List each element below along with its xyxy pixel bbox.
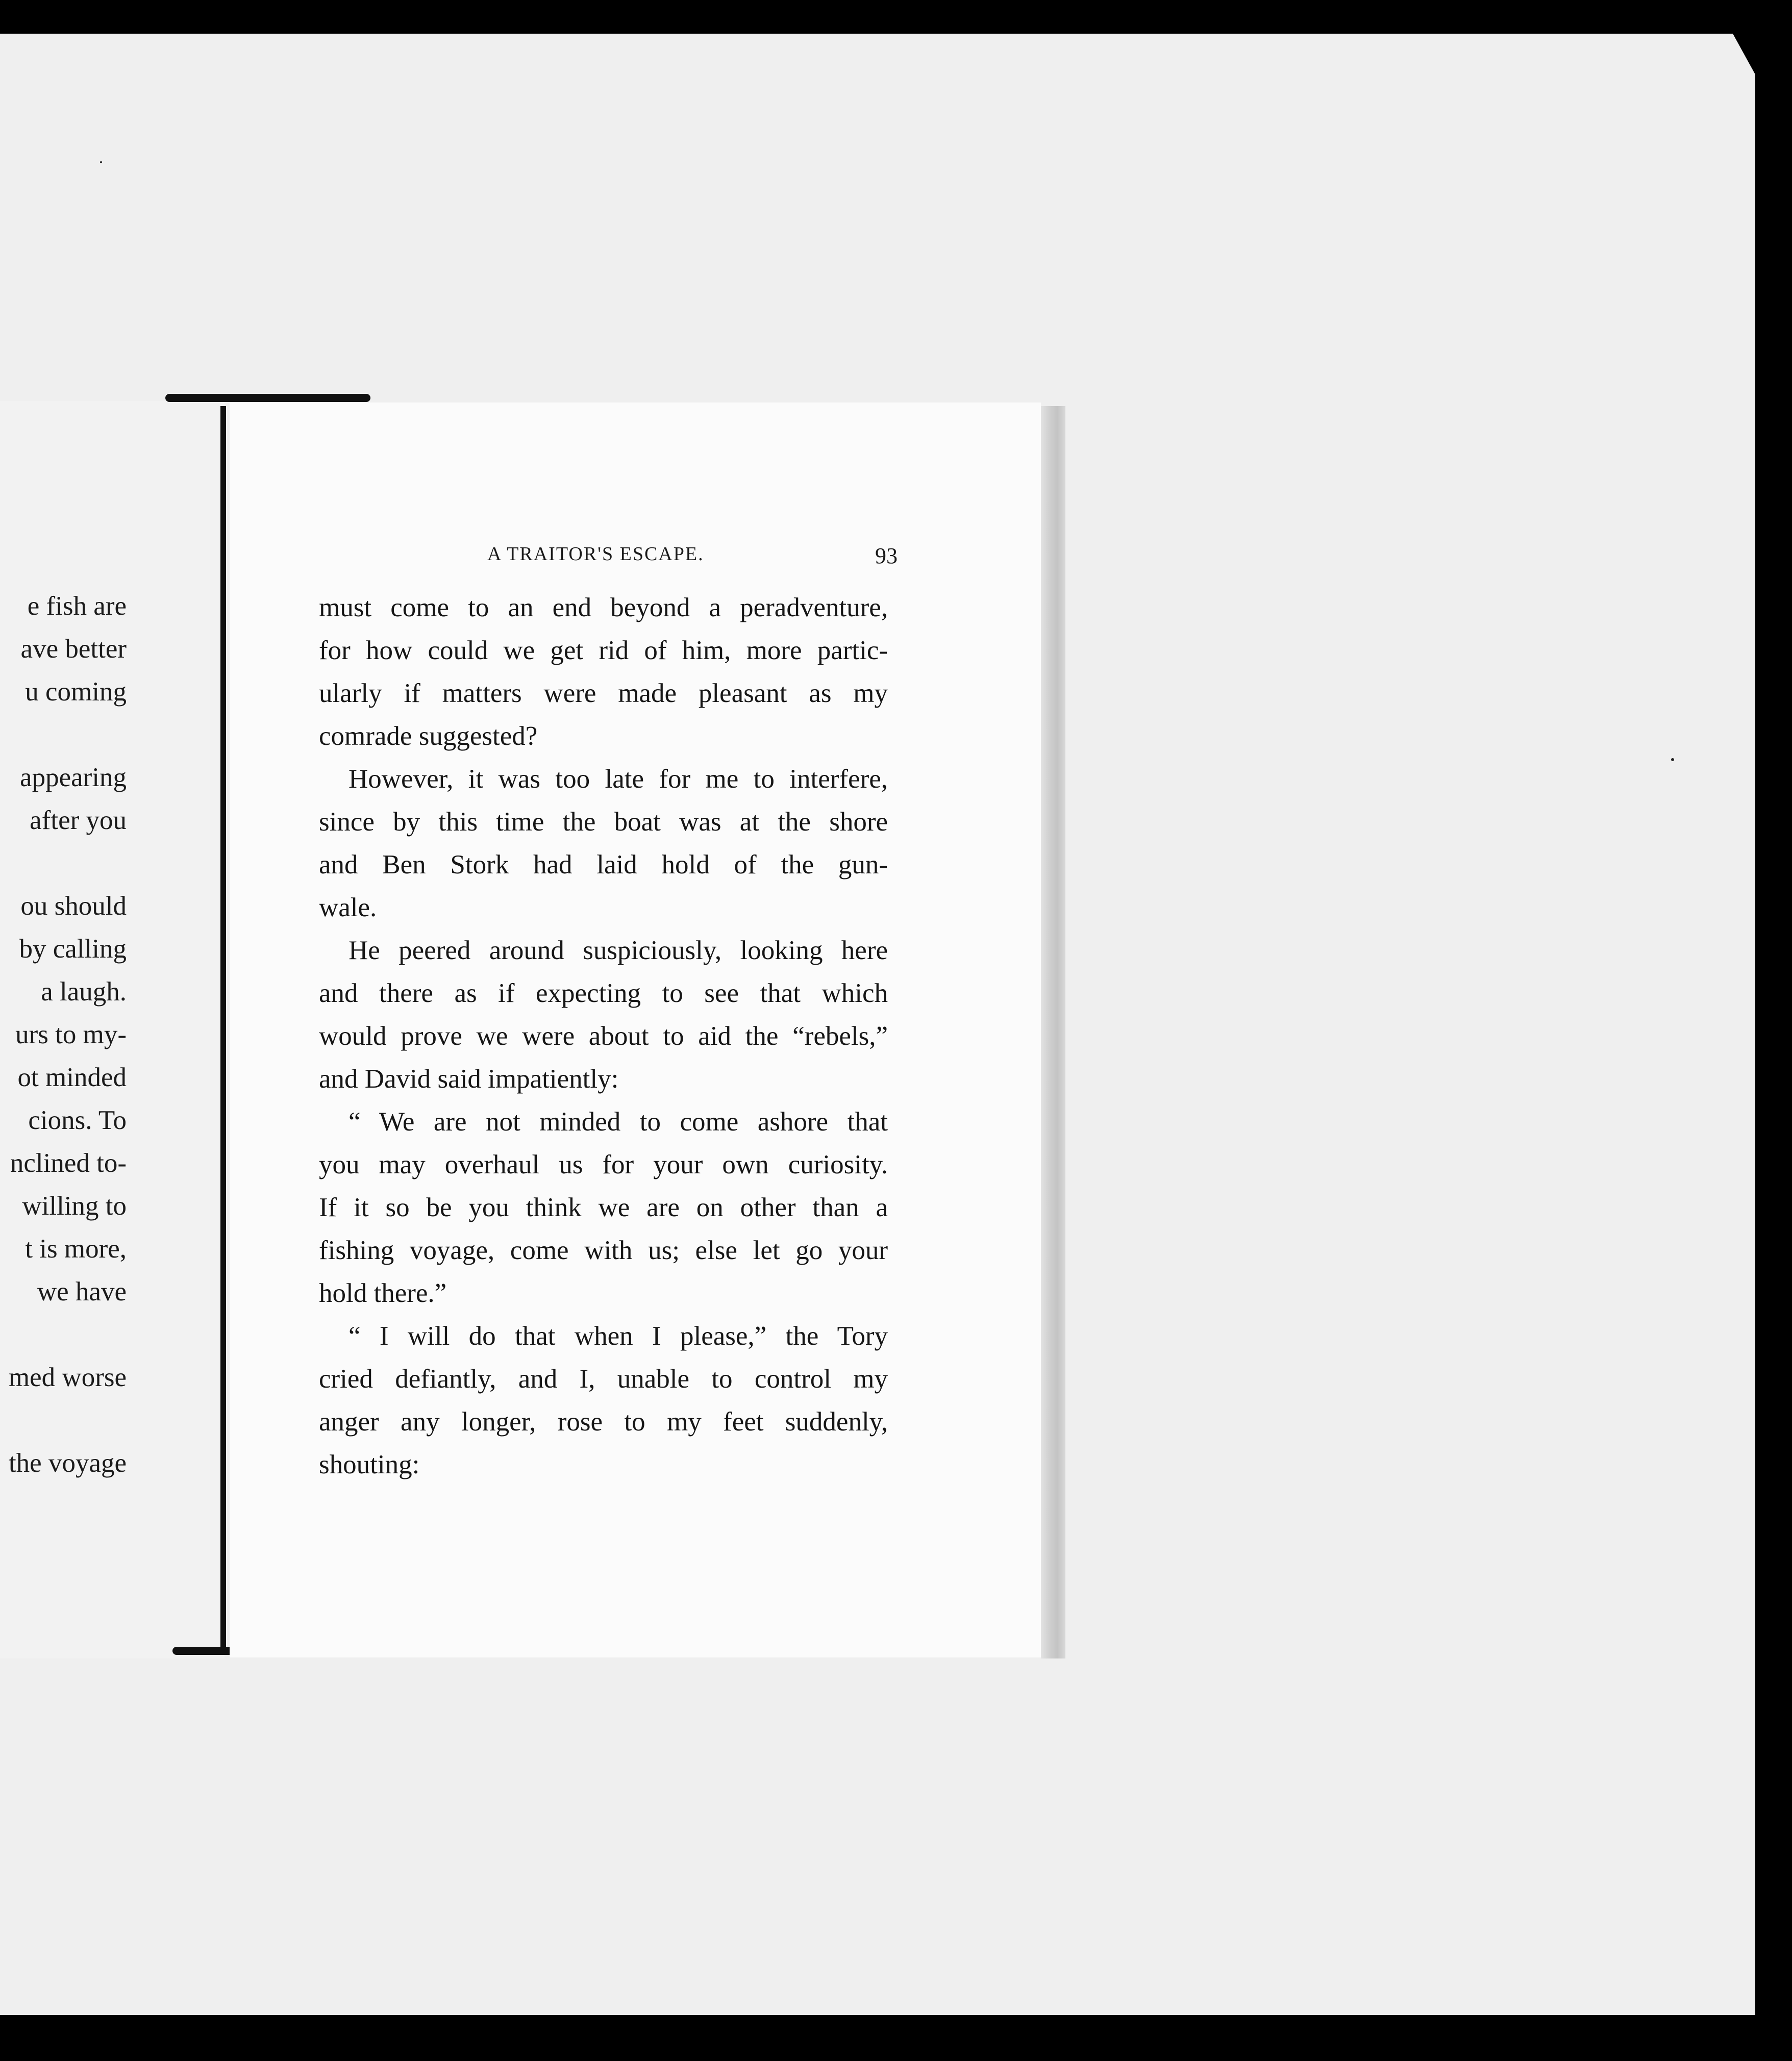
left-page-line [0,1399,127,1442]
page-edge [1041,406,1065,1658]
left-page-line: ou should [20,891,127,921]
text-line: would prove we were about to aid the “rebels,” [319,1021,888,1051]
text-line: fishing voyage, come with us; else let go your [319,1236,888,1265]
text-line: and Ben Stork had laid hold of the gun- [319,850,888,879]
text-line: shouting: [319,1450,420,1479]
text-line: ularly if matters were made pleasant as my [319,678,888,708]
scan-corner-notch [1733,34,1755,74]
text-line: However, it was too late for me to interfere, [349,764,888,794]
left-page-line: t is more, [25,1234,127,1264]
left-page-line [0,842,127,885]
left-page [0,401,225,1658]
body-text [319,586,888,1486]
left-page-line: urs to my- [15,1020,127,1049]
left-page-line: nclined to- [10,1148,127,1178]
page-header [321,543,898,584]
right-page [230,403,1041,1657]
left-page-line: by calling [19,934,127,964]
scan-speck [100,161,102,163]
scan-speck [1671,758,1674,761]
page-number: 93 [875,543,898,568]
left-page-line [0,1313,127,1356]
text-line: hold there.” [319,1278,447,1308]
left-page-line: e fish are [27,591,127,621]
text-line: If it so be you think we are on other than a [319,1193,888,1222]
text-line: must come to an end beyond a peradventure, [319,593,888,622]
left-page-line: ot minded [17,1063,127,1092]
left-page-line: med worse [8,1363,127,1392]
text-line: comrade suggested? [319,721,538,751]
text-line: for how could we get rid of him, more partic- [319,636,888,665]
left-page-line: after you [30,806,127,835]
left-page-line: we have [37,1277,127,1306]
left-page-line: cions. To [28,1105,127,1135]
left-page-line: willing to [22,1191,127,1221]
left-page-text [0,585,127,1485]
text-line: cried defiantly, and I, unable to control my [319,1364,888,1394]
left-page-line: appearing [20,763,127,792]
text-line: anger any longer, rose to my feet suddenly, [319,1407,888,1437]
left-page-line: ave better [20,634,127,664]
text-line: since by this time the boat was at the shore [319,807,888,837]
binding-rule [220,406,226,1651]
scan-background [0,34,1755,2015]
left-page-line [0,713,127,756]
left-page-line: the voyage [8,1448,127,1478]
left-page-line: a laugh. [41,977,127,1007]
left-page-line: u coming [25,677,127,707]
text-line: and there as if expecting to see that which [319,978,888,1008]
text-line: wale. [319,893,377,922]
running-head: A TRAITOR'S ESCAPE. [487,543,704,565]
text-line: you may overhaul us for your own curiosity. [319,1150,888,1179]
text-line: “ We are not minded to come ashore that [349,1107,888,1137]
text-line: and David said impatiently: [319,1064,619,1094]
text-line: “ I will do that when I please,” the Tory [349,1321,888,1351]
text-line: He peered around suspiciously, looking here [349,936,888,965]
binding-cap-top [165,394,370,402]
